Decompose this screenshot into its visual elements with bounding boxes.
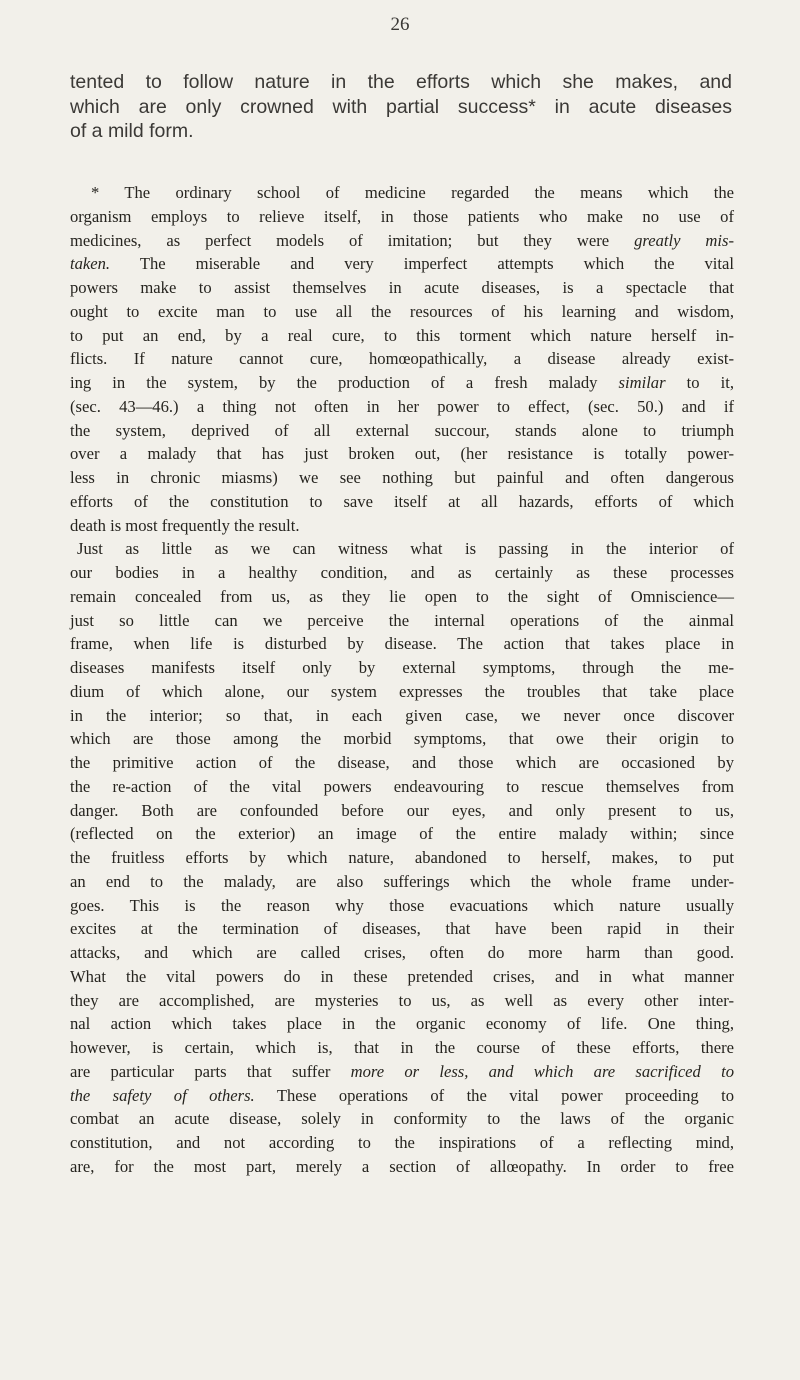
footnote-text: remain concealed from us, as they lie open to the sight of Omniscience—: [70, 586, 734, 606]
footnote-text: medicines, as perfect models of imitation; but they were: [70, 230, 635, 250]
footnote-line: [70, 419, 734, 443]
footnote-line: [70, 276, 734, 300]
footnote-line: [70, 514, 734, 538]
page-number: 26: [390, 14, 410, 35]
footnote-text: which are those among the morbid symptoms, that owe their origin to: [70, 729, 734, 749]
footnote-text: (sec. 43—46.) a thing not often in her power to effect, (sec. 50.) and if: [70, 396, 734, 416]
footnote-line: [70, 1155, 734, 1179]
footnote-line: [70, 680, 734, 704]
footnote-line: [70, 704, 734, 728]
footnote-text: just so little can we perceive the internal operations of the ainmal: [70, 610, 734, 630]
footnote-text: ing in the system, by the production of a fresh malady: [70, 373, 619, 392]
footnote-text: combat an acute disease, solely in conformity to the laws of the organic: [70, 1109, 734, 1129]
footnote-line: [70, 205, 734, 229]
footnote-text: The miserable and very imperfect attempts which the vital: [110, 254, 734, 274]
footnote-text: the primitive action of the disease, and those which are occasioned by: [70, 753, 734, 772]
footnote-line: [70, 324, 734, 348]
footnote-text: powers make to assist themselves in acute diseases, is a spectacle that: [70, 278, 734, 297]
footnote-text: nal action which takes place in the organic economy of life. One thing,: [70, 1014, 734, 1034]
footnote-text: frame, when life is disturbed by disease. The action that takes place in: [70, 634, 734, 654]
footnote-text: death is most frequently the result.: [70, 515, 300, 535]
footnote-line: [70, 941, 734, 965]
footnote: [70, 181, 734, 1179]
footnote-line: [70, 1036, 734, 1060]
footnote-line: [70, 395, 734, 419]
main-text-line: of a mild form.: [70, 120, 194, 142]
footnote-text: they are accomplished, are mysteries to us, as well as every other inter-: [70, 990, 734, 1010]
footnote-line: [70, 1060, 734, 1084]
footnote-line: [70, 181, 734, 205]
footnote-text: less in chronic miasms) we see nothing but painful and often dangerous: [70, 468, 734, 487]
footnote-text: dium of which alone, our system expresses the troubles that take place: [70, 681, 734, 701]
footnote-line: [70, 870, 734, 894]
footnote-line: [70, 632, 734, 656]
footnote-line: [70, 229, 734, 253]
footnote-line: [70, 371, 734, 395]
footnote-line: [70, 751, 734, 775]
footnote-line: [70, 727, 734, 751]
footnote-line: [70, 799, 734, 823]
footnote-text: efforts of the constitution to save itself at all hazards, efforts of which: [70, 491, 734, 511]
footnote-line: [70, 989, 734, 1013]
footnote-text: are, for the most part, merely a section of allœopathy. In order to free: [70, 1156, 734, 1176]
footnote-line: [70, 252, 734, 276]
footnote-text: organism employs to relieve itself, in those patients who make no use of: [70, 206, 734, 226]
footnote-line: [70, 1084, 734, 1108]
main-text-line: which are only crowned with partial success* in acute diseases: [70, 95, 732, 118]
footnote-text: ought to excite man to use all the resources of his learning and wisdom,: [70, 301, 734, 321]
footnote-line: [70, 846, 734, 870]
footnote-line: [70, 1107, 734, 1131]
footnote-italic-text: similar: [618, 373, 666, 392]
footnote-line: [70, 561, 734, 585]
footnote-line: [70, 537, 734, 561]
footnote-text: the system, deprived of all external succour, stands alone to triumph: [70, 420, 734, 440]
footnote-line: [70, 1012, 734, 1036]
footnote-line: [70, 490, 734, 514]
footnote-text: to put an end, by a real cure, to this torment which nature herself in-: [70, 325, 734, 345]
footnote-line: [70, 442, 734, 466]
footnote-text: (reflected on the exterior) an image of the entire malady within; since: [70, 824, 734, 844]
footnote-text: What the vital powers do in these pretended crises, and in what manner: [70, 966, 734, 986]
footnote-line: [70, 1131, 734, 1155]
main-text: [70, 70, 732, 144]
footnote-text: the fruitless efforts by which nature, abandoned to herself, makes, to put: [70, 848, 734, 867]
footnote-italic-text: more or less, and which are sacrificed to: [350, 1061, 734, 1081]
footnote-text: our bodies in a healthy condition, and as certainly as these processes: [70, 563, 734, 582]
footnote-text: the re-action of the vital powers endeavouring to rescue themselves from: [70, 776, 734, 796]
footnote-text: diseases manifests itself only by external symptoms, through the me-: [70, 658, 734, 677]
footnote-line: [70, 466, 734, 490]
footnote-line: [70, 822, 734, 846]
footnote-text: These operations of the vital power proceeding to: [254, 1085, 735, 1105]
footnote-line: [70, 894, 734, 918]
footnote-line: [70, 656, 734, 680]
footnote-text: are particular parts that suffer: [70, 1061, 351, 1081]
footnote-line: [70, 917, 734, 941]
footnote-italic-text: the safety of others.: [70, 1085, 255, 1105]
footnote-line: [70, 775, 734, 799]
footnote-text: however, is certain, which is, that in the course of these efforts, there: [70, 1038, 734, 1057]
footnote-text: over a malady that has just broken out, (her resistance is totally power-: [70, 444, 734, 464]
footnote-line: [70, 965, 734, 989]
footnote-text: constitution, and not according to the inspirations of a reflecting mind,: [70, 1133, 734, 1152]
footnote-line: [70, 347, 734, 371]
footnote-line: [70, 585, 734, 609]
footnote-text: danger. Both are confounded before our eyes, and only present to us,: [70, 800, 734, 820]
main-text-line: tented to follow nature in the efforts which she makes, and: [70, 71, 732, 93]
footnote-line: [70, 300, 734, 324]
footnote-text: to it,: [665, 373, 735, 392]
footnote-text: an end to the malady, are also sufferings which the whole frame under-: [70, 871, 734, 891]
footnote-text: attacks, and which are called crises, often do more harm than good.: [70, 943, 734, 962]
footnote-text: in the interior; so that, in each given case, we never once discover: [70, 705, 734, 725]
footnote-text: flicts. If nature cannot cure, homœopathically, a disease already exist-: [70, 349, 734, 369]
footnote-italic-text: greatly mis-: [634, 230, 734, 250]
footnote-text: goes. This is the reason why those evacuations which nature usually: [70, 895, 734, 915]
footnote-text: excites at the termination of diseases, that have been rapid in their: [70, 919, 734, 939]
footnote-italic-text: taken.: [70, 254, 111, 274]
footnote-line: [70, 609, 734, 633]
footnote-text: * The ordinary school of medicine regarded the means which the: [91, 183, 734, 202]
footnote-text: Just as little as we can witness what is passing in the interior of: [77, 539, 734, 559]
